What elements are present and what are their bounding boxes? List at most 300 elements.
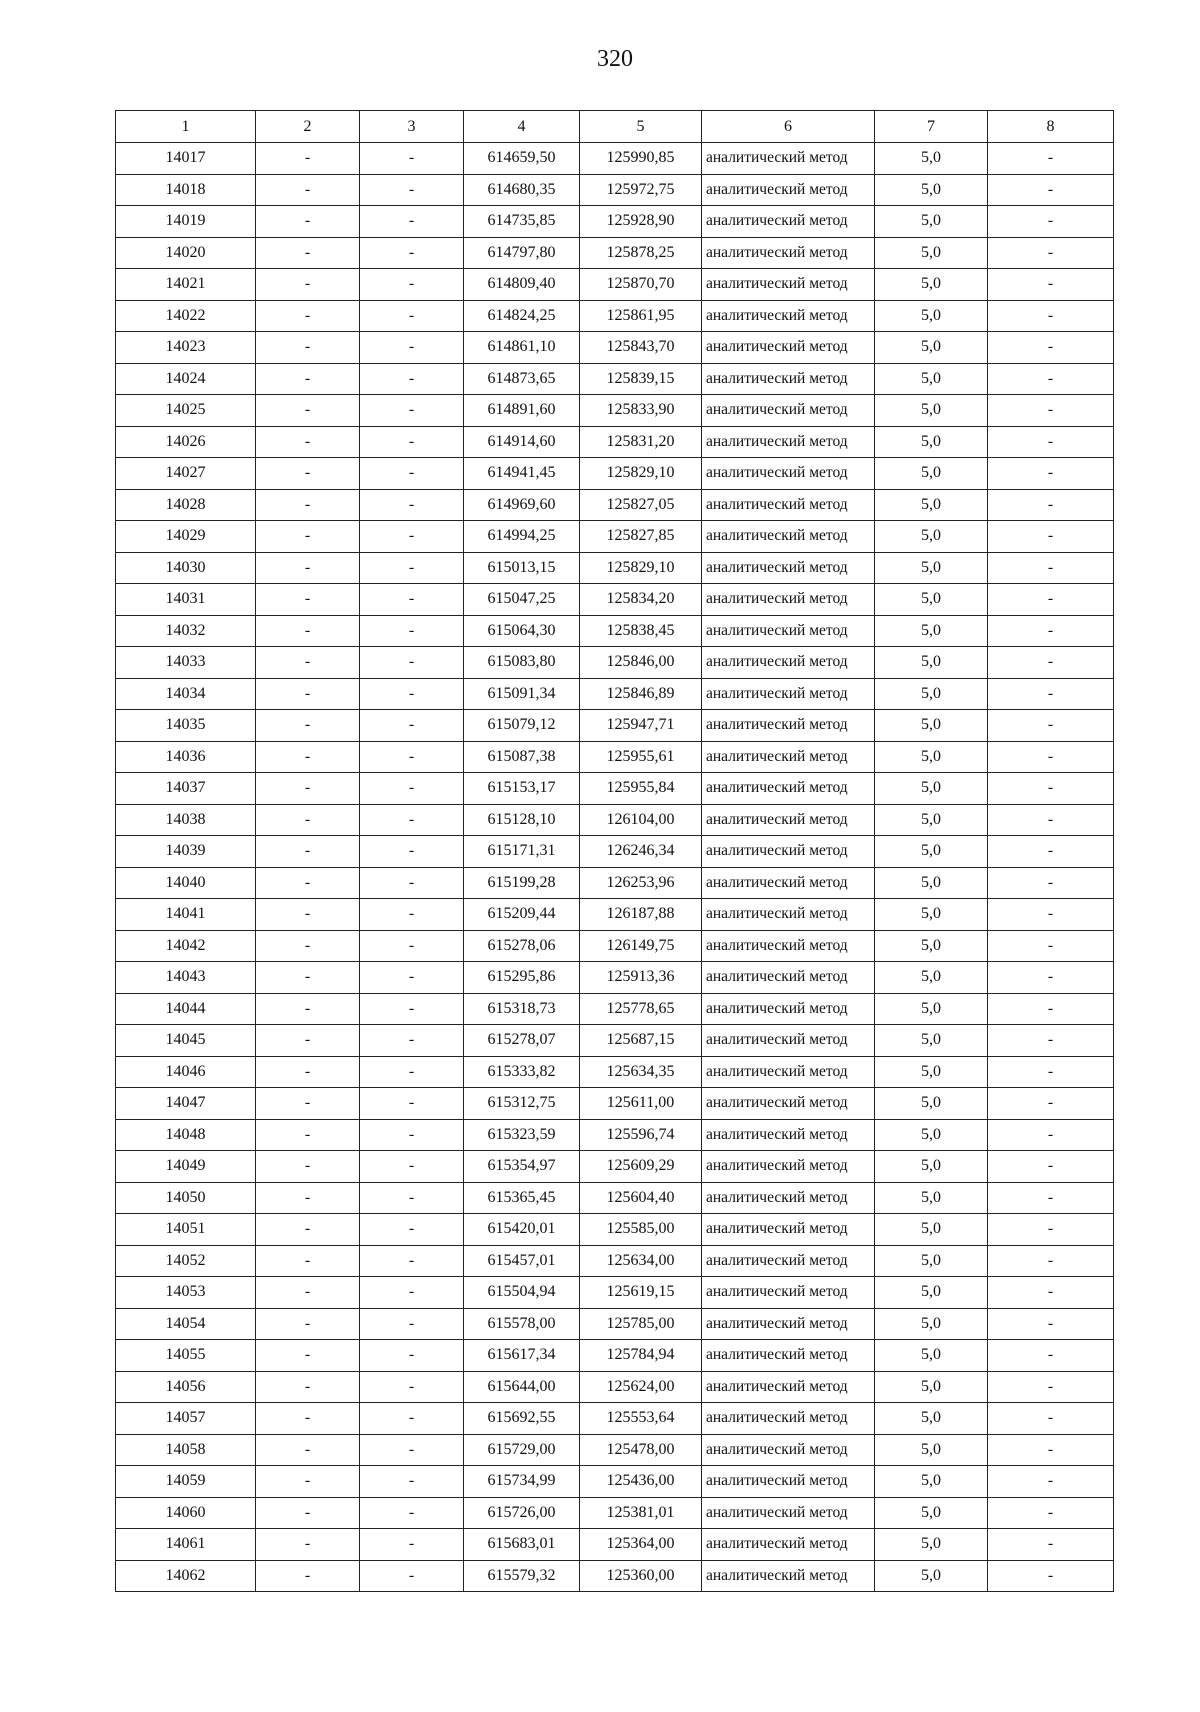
table-row bbox=[116, 615, 1114, 647]
cell-coord-x: 615420,01 bbox=[464, 1214, 580, 1246]
cell-col-2: - bbox=[256, 1403, 360, 1435]
cell-accuracy: 5,0 bbox=[875, 552, 988, 584]
cell-method: аналитический метод bbox=[702, 1340, 875, 1372]
cell-accuracy: 5,0 bbox=[875, 174, 988, 206]
cell-coord-y: 126187,88 bbox=[580, 899, 702, 931]
cell-col-2: - bbox=[256, 363, 360, 395]
cell-col-3: - bbox=[360, 899, 464, 931]
cell-point-number: 14019 bbox=[116, 206, 256, 238]
table-body bbox=[116, 143, 1114, 1592]
cell-col-3: - bbox=[360, 647, 464, 679]
cell-coord-y: 125604,40 bbox=[580, 1182, 702, 1214]
cell-point-number: 14050 bbox=[116, 1182, 256, 1214]
cell-col-3: - bbox=[360, 741, 464, 773]
cell-point-number: 14057 bbox=[116, 1403, 256, 1435]
cell-col-2: - bbox=[256, 1277, 360, 1309]
cell-col-8: - bbox=[988, 1056, 1114, 1088]
cell-point-number: 14035 bbox=[116, 710, 256, 742]
cell-point-number: 14043 bbox=[116, 962, 256, 994]
cell-coord-y: 125611,00 bbox=[580, 1088, 702, 1120]
cell-method: аналитический метод bbox=[702, 395, 875, 427]
cell-col-3: - bbox=[360, 206, 464, 238]
table-row bbox=[116, 521, 1114, 553]
cell-method: аналитический метод bbox=[702, 300, 875, 332]
cell-accuracy: 5,0 bbox=[875, 710, 988, 742]
cell-coord-y: 125913,36 bbox=[580, 962, 702, 994]
cell-col-8: - bbox=[988, 1119, 1114, 1151]
cell-coord-y: 125955,84 bbox=[580, 773, 702, 805]
cell-col-8: - bbox=[988, 584, 1114, 616]
table-row bbox=[116, 489, 1114, 521]
cell-point-number: 14052 bbox=[116, 1245, 256, 1277]
cell-point-number: 14062 bbox=[116, 1560, 256, 1592]
table-header-row bbox=[116, 111, 1114, 143]
cell-col-8: - bbox=[988, 1466, 1114, 1498]
cell-col-2: - bbox=[256, 1560, 360, 1592]
table-row bbox=[116, 552, 1114, 584]
table-row bbox=[116, 1466, 1114, 1498]
cell-method: аналитический метод bbox=[702, 993, 875, 1025]
cell-col-8: - bbox=[988, 1277, 1114, 1309]
cell-coord-y: 125834,20 bbox=[580, 584, 702, 616]
cell-method: аналитический метод bbox=[702, 804, 875, 836]
cell-col-8: - bbox=[988, 1182, 1114, 1214]
table-row bbox=[116, 1214, 1114, 1246]
cell-point-number: 14024 bbox=[116, 363, 256, 395]
cell-accuracy: 5,0 bbox=[875, 1245, 988, 1277]
cell-col-3: - bbox=[360, 489, 464, 521]
cell-method: аналитический метод bbox=[702, 1560, 875, 1592]
page-number: 320 bbox=[597, 46, 633, 72]
cell-col-2: - bbox=[256, 237, 360, 269]
cell-coord-x: 614659,50 bbox=[464, 143, 580, 175]
cell-accuracy: 5,0 bbox=[875, 1308, 988, 1340]
cell-coord-x: 615091,34 bbox=[464, 678, 580, 710]
table-row bbox=[116, 1056, 1114, 1088]
table-row bbox=[116, 426, 1114, 458]
cell-coord-x: 615734,99 bbox=[464, 1466, 580, 1498]
cell-col-8: - bbox=[988, 647, 1114, 679]
table-row bbox=[116, 1497, 1114, 1529]
cell-col-3: - bbox=[360, 773, 464, 805]
cell-col-8: - bbox=[988, 678, 1114, 710]
cell-coord-x: 615726,00 bbox=[464, 1497, 580, 1529]
cell-coord-y: 125846,89 bbox=[580, 678, 702, 710]
cell-coord-y: 125990,85 bbox=[580, 143, 702, 175]
cell-method: аналитический метод bbox=[702, 269, 875, 301]
cell-col-3: - bbox=[360, 678, 464, 710]
cell-coord-y: 125360,00 bbox=[580, 1560, 702, 1592]
cell-point-number: 14020 bbox=[116, 237, 256, 269]
cell-col-3: - bbox=[360, 930, 464, 962]
cell-accuracy: 5,0 bbox=[875, 1151, 988, 1183]
cell-col-2: - bbox=[256, 647, 360, 679]
cell-coord-y: 125436,00 bbox=[580, 1466, 702, 1498]
cell-coord-y: 126104,00 bbox=[580, 804, 702, 836]
cell-coord-y: 125833,90 bbox=[580, 395, 702, 427]
cell-coord-x: 615504,94 bbox=[464, 1277, 580, 1309]
cell-method: аналитический метод bbox=[702, 1277, 875, 1309]
cell-coord-x: 614797,80 bbox=[464, 237, 580, 269]
cell-col-2: - bbox=[256, 1529, 360, 1561]
table-row bbox=[116, 1371, 1114, 1403]
cell-coord-x: 615087,38 bbox=[464, 741, 580, 773]
table-row bbox=[116, 836, 1114, 868]
cell-coord-x: 614941,45 bbox=[464, 458, 580, 490]
cell-method: аналитический метод bbox=[702, 363, 875, 395]
cell-col-2: - bbox=[256, 867, 360, 899]
table-row bbox=[116, 1340, 1114, 1372]
cell-coord-x: 615295,86 bbox=[464, 962, 580, 994]
cell-col-2: - bbox=[256, 1088, 360, 1120]
cell-col-8: - bbox=[988, 1308, 1114, 1340]
cell-coord-x: 615457,01 bbox=[464, 1245, 580, 1277]
cell-point-number: 14055 bbox=[116, 1340, 256, 1372]
cell-point-number: 14032 bbox=[116, 615, 256, 647]
cell-coord-x: 614809,40 bbox=[464, 269, 580, 301]
cell-col-8: - bbox=[988, 1497, 1114, 1529]
cell-coord-x: 615153,17 bbox=[464, 773, 580, 805]
cell-col-2: - bbox=[256, 741, 360, 773]
cell-col-8: - bbox=[988, 1403, 1114, 1435]
cell-accuracy: 5,0 bbox=[875, 143, 988, 175]
cell-col-8: - bbox=[988, 489, 1114, 521]
cell-method: аналитический метод bbox=[702, 678, 875, 710]
cell-method: аналитический метод bbox=[702, 836, 875, 868]
cell-col-3: - bbox=[360, 1308, 464, 1340]
cell-coord-x: 615333,82 bbox=[464, 1056, 580, 1088]
cell-accuracy: 5,0 bbox=[875, 300, 988, 332]
table-row bbox=[116, 1025, 1114, 1057]
cell-method: аналитический метод bbox=[702, 1529, 875, 1561]
cell-col-2: - bbox=[256, 395, 360, 427]
cell-accuracy: 5,0 bbox=[875, 836, 988, 868]
cell-accuracy: 5,0 bbox=[875, 1434, 988, 1466]
cell-method: аналитический метод bbox=[702, 741, 875, 773]
cell-method: аналитический метод bbox=[702, 1497, 875, 1529]
cell-coord-y: 125784,94 bbox=[580, 1340, 702, 1372]
cell-coord-x: 614873,65 bbox=[464, 363, 580, 395]
cell-col-2: - bbox=[256, 1214, 360, 1246]
cell-col-2: - bbox=[256, 836, 360, 868]
cell-accuracy: 5,0 bbox=[875, 647, 988, 679]
cell-col-3: - bbox=[360, 1529, 464, 1561]
cell-method: аналитический метод bbox=[702, 1371, 875, 1403]
cell-coord-y: 125878,25 bbox=[580, 237, 702, 269]
cell-method: аналитический метод bbox=[702, 332, 875, 364]
table-row bbox=[116, 395, 1114, 427]
cell-col-8: - bbox=[988, 615, 1114, 647]
cell-col-8: - bbox=[988, 710, 1114, 742]
cell-col-8: - bbox=[988, 993, 1114, 1025]
cell-method: аналитический метод bbox=[702, 647, 875, 679]
cell-coord-y: 126149,75 bbox=[580, 930, 702, 962]
cell-point-number: 14044 bbox=[116, 993, 256, 1025]
cell-accuracy: 5,0 bbox=[875, 1340, 988, 1372]
cell-accuracy: 5,0 bbox=[875, 332, 988, 364]
cell-method: аналитический метод bbox=[702, 1466, 875, 1498]
cell-coord-x: 614994,25 bbox=[464, 521, 580, 553]
cell-accuracy: 5,0 bbox=[875, 804, 988, 836]
cell-coord-y: 125827,05 bbox=[580, 489, 702, 521]
cell-col-2: - bbox=[256, 332, 360, 364]
cell-method: аналитический метод bbox=[702, 1214, 875, 1246]
cell-coord-y: 125870,70 bbox=[580, 269, 702, 301]
cell-col-3: - bbox=[360, 1119, 464, 1151]
cell-accuracy: 5,0 bbox=[875, 741, 988, 773]
cell-col-3: - bbox=[360, 1560, 464, 1592]
cell-col-8: - bbox=[988, 237, 1114, 269]
cell-point-number: 14048 bbox=[116, 1119, 256, 1151]
column-header-3: 3 bbox=[360, 111, 464, 143]
cell-point-number: 14054 bbox=[116, 1308, 256, 1340]
cell-accuracy: 5,0 bbox=[875, 584, 988, 616]
cell-point-number: 14059 bbox=[116, 1466, 256, 1498]
cell-method: аналитический метод bbox=[702, 1434, 875, 1466]
cell-coord-y: 125687,15 bbox=[580, 1025, 702, 1057]
table-row bbox=[116, 930, 1114, 962]
cell-coord-y: 125928,90 bbox=[580, 206, 702, 238]
table-row bbox=[116, 899, 1114, 931]
table-row bbox=[116, 1088, 1114, 1120]
cell-accuracy: 5,0 bbox=[875, 615, 988, 647]
cell-coord-x: 615199,28 bbox=[464, 867, 580, 899]
cell-col-3: - bbox=[360, 300, 464, 332]
cell-method: аналитический метод bbox=[702, 1403, 875, 1435]
table-row bbox=[116, 174, 1114, 206]
cell-col-3: - bbox=[360, 1466, 464, 1498]
cell-col-3: - bbox=[360, 174, 464, 206]
table-row bbox=[116, 773, 1114, 805]
cell-accuracy: 5,0 bbox=[875, 237, 988, 269]
cell-col-8: - bbox=[988, 395, 1114, 427]
cell-method: аналитический метод bbox=[702, 615, 875, 647]
cell-col-3: - bbox=[360, 1088, 464, 1120]
cell-point-number: 14022 bbox=[116, 300, 256, 332]
cell-coord-y: 126246,34 bbox=[580, 836, 702, 868]
cell-coord-x: 615579,32 bbox=[464, 1560, 580, 1592]
cell-accuracy: 5,0 bbox=[875, 1119, 988, 1151]
column-header-6: 6 bbox=[702, 111, 875, 143]
cell-accuracy: 5,0 bbox=[875, 962, 988, 994]
cell-coord-x: 615692,55 bbox=[464, 1403, 580, 1435]
cell-point-number: 14027 bbox=[116, 458, 256, 490]
cell-coord-y: 125838,45 bbox=[580, 615, 702, 647]
cell-point-number: 14040 bbox=[116, 867, 256, 899]
cell-col-8: - bbox=[988, 1245, 1114, 1277]
table-row bbox=[116, 1434, 1114, 1466]
cell-col-8: - bbox=[988, 174, 1114, 206]
cell-coord-x: 615013,15 bbox=[464, 552, 580, 584]
table-row bbox=[116, 1151, 1114, 1183]
cell-coord-y: 125861,95 bbox=[580, 300, 702, 332]
cell-coord-x: 615083,80 bbox=[464, 647, 580, 679]
table-row bbox=[116, 1403, 1114, 1435]
cell-accuracy: 5,0 bbox=[875, 678, 988, 710]
cell-method: аналитический метод bbox=[702, 1056, 875, 1088]
cell-col-2: - bbox=[256, 899, 360, 931]
cell-point-number: 14049 bbox=[116, 1151, 256, 1183]
cell-col-3: - bbox=[360, 804, 464, 836]
cell-point-number: 14031 bbox=[116, 584, 256, 616]
cell-coord-x: 615047,25 bbox=[464, 584, 580, 616]
column-header-4: 4 bbox=[464, 111, 580, 143]
cell-method: аналитический метод bbox=[702, 521, 875, 553]
cell-point-number: 14051 bbox=[116, 1214, 256, 1246]
cell-point-number: 14036 bbox=[116, 741, 256, 773]
cell-method: аналитический метод bbox=[702, 489, 875, 521]
cell-accuracy: 5,0 bbox=[875, 1371, 988, 1403]
cell-col-2: - bbox=[256, 206, 360, 238]
cell-point-number: 14030 bbox=[116, 552, 256, 584]
cell-coord-x: 614861,10 bbox=[464, 332, 580, 364]
cell-point-number: 14028 bbox=[116, 489, 256, 521]
cell-col-2: - bbox=[256, 1182, 360, 1214]
cell-col-8: - bbox=[988, 773, 1114, 805]
cell-coord-x: 614824,25 bbox=[464, 300, 580, 332]
cell-col-3: - bbox=[360, 363, 464, 395]
cell-coord-y: 125634,35 bbox=[580, 1056, 702, 1088]
cell-accuracy: 5,0 bbox=[875, 1529, 988, 1561]
cell-col-2: - bbox=[256, 143, 360, 175]
cell-col-8: - bbox=[988, 1434, 1114, 1466]
cell-method: аналитический метод bbox=[702, 174, 875, 206]
cell-point-number: 14034 bbox=[116, 678, 256, 710]
cell-col-8: - bbox=[988, 300, 1114, 332]
cell-col-2: - bbox=[256, 584, 360, 616]
cell-coord-x: 614891,60 bbox=[464, 395, 580, 427]
cell-accuracy: 5,0 bbox=[875, 993, 988, 1025]
cell-method: аналитический метод bbox=[702, 584, 875, 616]
cell-col-8: - bbox=[988, 426, 1114, 458]
cell-coord-y: 125829,10 bbox=[580, 458, 702, 490]
cell-accuracy: 5,0 bbox=[875, 426, 988, 458]
cell-col-3: - bbox=[360, 1434, 464, 1466]
cell-method: аналитический метод bbox=[702, 206, 875, 238]
cell-col-8: - bbox=[988, 899, 1114, 931]
cell-col-2: - bbox=[256, 678, 360, 710]
cell-accuracy: 5,0 bbox=[875, 363, 988, 395]
cell-method: аналитический метод bbox=[702, 1151, 875, 1183]
table-row bbox=[116, 993, 1114, 1025]
cell-method: аналитический метод bbox=[702, 426, 875, 458]
cell-col-8: - bbox=[988, 206, 1114, 238]
cell-col-2: - bbox=[256, 489, 360, 521]
cell-point-number: 14018 bbox=[116, 174, 256, 206]
cell-method: аналитический метод bbox=[702, 773, 875, 805]
cell-col-3: - bbox=[360, 615, 464, 647]
cell-coord-x: 615683,01 bbox=[464, 1529, 580, 1561]
cell-col-2: - bbox=[256, 458, 360, 490]
cell-coord-x: 615312,75 bbox=[464, 1088, 580, 1120]
cell-coord-x: 615079,12 bbox=[464, 710, 580, 742]
cell-col-2: - bbox=[256, 426, 360, 458]
column-header-2: 2 bbox=[256, 111, 360, 143]
cell-col-8: - bbox=[988, 1214, 1114, 1246]
cell-method: аналитический метод bbox=[702, 710, 875, 742]
cell-point-number: 14033 bbox=[116, 647, 256, 679]
cell-coord-y: 125827,85 bbox=[580, 521, 702, 553]
cell-col-8: - bbox=[988, 1560, 1114, 1592]
cell-coord-x: 615278,06 bbox=[464, 930, 580, 962]
cell-col-3: - bbox=[360, 1182, 464, 1214]
cell-col-2: - bbox=[256, 552, 360, 584]
cell-accuracy: 5,0 bbox=[875, 1182, 988, 1214]
table-row bbox=[116, 1245, 1114, 1277]
cell-accuracy: 5,0 bbox=[875, 1560, 988, 1592]
table-row bbox=[116, 300, 1114, 332]
cell-coord-y: 125381,01 bbox=[580, 1497, 702, 1529]
cell-col-2: - bbox=[256, 804, 360, 836]
cell-method: аналитический метод bbox=[702, 552, 875, 584]
table-row bbox=[116, 584, 1114, 616]
cell-coord-y: 125364,00 bbox=[580, 1529, 702, 1561]
cell-col-3: - bbox=[360, 993, 464, 1025]
cell-coord-x: 615209,44 bbox=[464, 899, 580, 931]
cell-accuracy: 5,0 bbox=[875, 1025, 988, 1057]
column-header-5: 5 bbox=[580, 111, 702, 143]
cell-method: аналитический метод bbox=[702, 1182, 875, 1214]
cell-coord-x: 615617,34 bbox=[464, 1340, 580, 1372]
cell-coord-y: 125972,75 bbox=[580, 174, 702, 206]
cell-col-8: - bbox=[988, 363, 1114, 395]
column-header-8: 8 bbox=[988, 111, 1114, 143]
cell-method: аналитический метод bbox=[702, 962, 875, 994]
cell-coord-x: 615318,73 bbox=[464, 993, 580, 1025]
cell-accuracy: 5,0 bbox=[875, 269, 988, 301]
cell-col-2: - bbox=[256, 930, 360, 962]
cell-coord-x: 614914,60 bbox=[464, 426, 580, 458]
cell-col-3: - bbox=[360, 1497, 464, 1529]
cell-col-2: - bbox=[256, 521, 360, 553]
cell-col-8: - bbox=[988, 1529, 1114, 1561]
cell-col-3: - bbox=[360, 552, 464, 584]
cell-point-number: 14061 bbox=[116, 1529, 256, 1561]
cell-point-number: 14042 bbox=[116, 930, 256, 962]
cell-col-2: - bbox=[256, 962, 360, 994]
table-row bbox=[116, 1119, 1114, 1151]
cell-accuracy: 5,0 bbox=[875, 395, 988, 427]
cell-coord-x: 615644,00 bbox=[464, 1371, 580, 1403]
cell-coord-y: 125478,00 bbox=[580, 1434, 702, 1466]
cell-col-3: - bbox=[360, 1151, 464, 1183]
cell-method: аналитический метод bbox=[702, 143, 875, 175]
cell-col-3: - bbox=[360, 1371, 464, 1403]
cell-accuracy: 5,0 bbox=[875, 1403, 988, 1435]
cell-point-number: 14060 bbox=[116, 1497, 256, 1529]
cell-point-number: 14026 bbox=[116, 426, 256, 458]
cell-coord-y: 125785,00 bbox=[580, 1308, 702, 1340]
cell-col-8: - bbox=[988, 867, 1114, 899]
cell-coord-y: 125829,10 bbox=[580, 552, 702, 584]
table-row bbox=[116, 647, 1114, 679]
cell-col-3: - bbox=[360, 710, 464, 742]
cell-col-3: - bbox=[360, 143, 464, 175]
cell-coord-y: 125553,64 bbox=[580, 1403, 702, 1435]
cell-coord-y: 125947,71 bbox=[580, 710, 702, 742]
cell-point-number: 14041 bbox=[116, 899, 256, 931]
cell-col-2: - bbox=[256, 1308, 360, 1340]
cell-col-2: - bbox=[256, 710, 360, 742]
cell-coord-y: 125955,61 bbox=[580, 741, 702, 773]
cell-coord-y: 125778,65 bbox=[580, 993, 702, 1025]
cell-point-number: 14039 bbox=[116, 836, 256, 868]
table-row bbox=[116, 143, 1114, 175]
cell-col-3: - bbox=[360, 867, 464, 899]
cell-col-8: - bbox=[988, 1340, 1114, 1372]
cell-coord-y: 125596,74 bbox=[580, 1119, 702, 1151]
cell-coord-y: 125609,29 bbox=[580, 1151, 702, 1183]
